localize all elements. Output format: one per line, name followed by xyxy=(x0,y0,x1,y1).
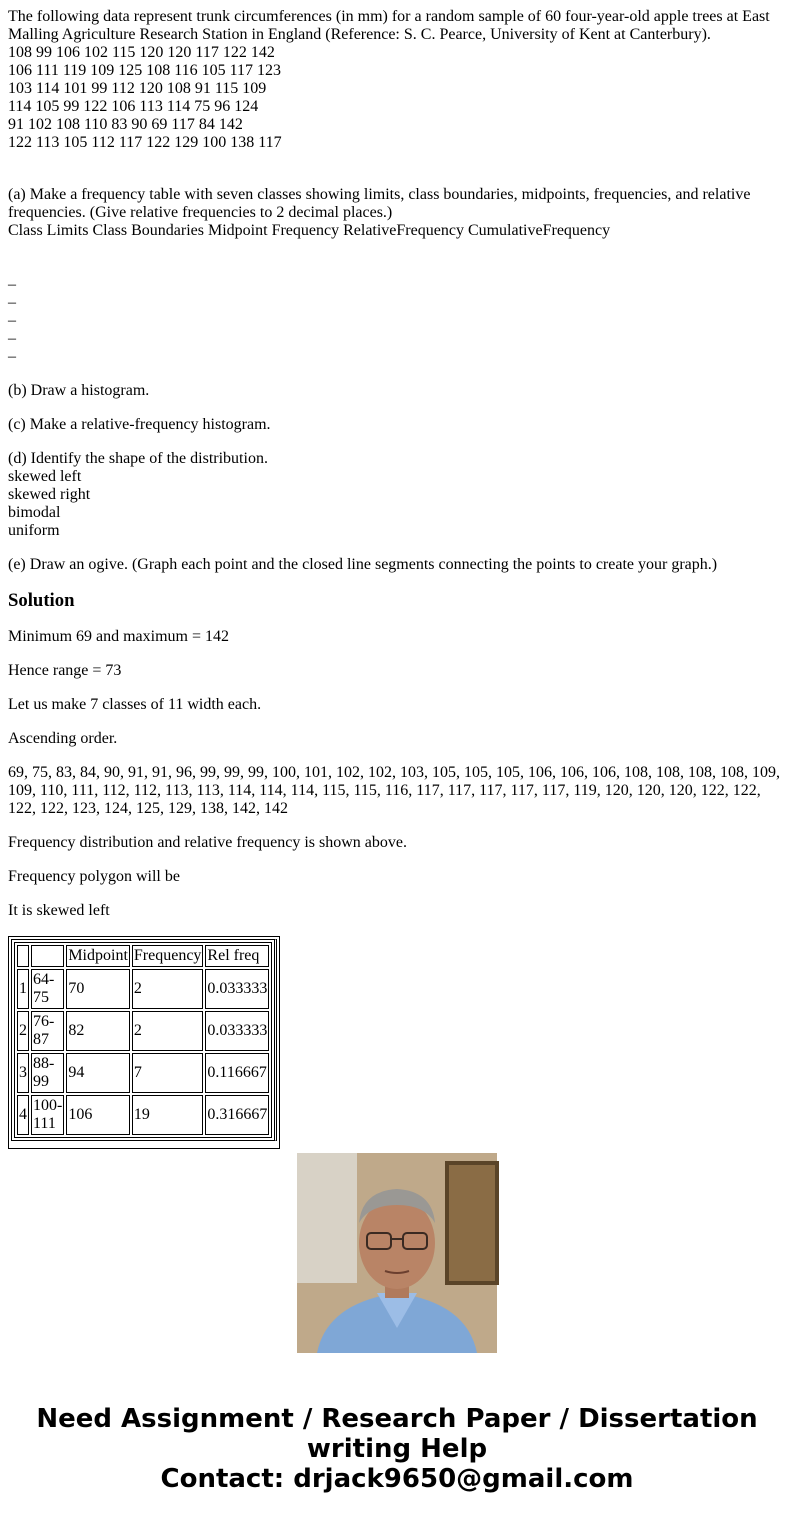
class-limits: 64-75 xyxy=(31,969,64,1009)
data-row: 122 113 105 112 117 122 129 100 138 117 xyxy=(8,134,282,151)
avatar xyxy=(297,1153,497,1353)
data-row: 108 99 106 102 115 120 120 117 122 142 xyxy=(8,44,275,61)
part-c-prompt: (c) Make a relative-frequency histogram. xyxy=(8,416,271,433)
class-limits: 100-111 xyxy=(31,1095,64,1135)
table-row xyxy=(17,1095,269,1135)
option-bimodal: bimodal xyxy=(8,504,61,521)
row-index: 1 xyxy=(17,969,29,1009)
midpoint: 70 xyxy=(66,969,130,1009)
midpoint: 82 xyxy=(66,1011,130,1051)
data-row: 103 114 101 99 112 120 108 91 115 109 xyxy=(8,80,267,97)
table-row xyxy=(17,1011,269,1051)
promo-banner xyxy=(0,1404,794,1494)
blank-line: – xyxy=(8,348,16,365)
option-uniform: uniform xyxy=(8,522,60,539)
data-row: 91 102 108 110 83 90 69 117 84 142 xyxy=(8,116,243,133)
table-header-row xyxy=(17,945,269,967)
document-body xyxy=(8,8,786,1132)
promo-contact: Contact: drjack9650@gmail.com xyxy=(160,1464,634,1494)
polygon-text: Frequency polygon will be xyxy=(8,868,180,885)
header-cell: Frequency xyxy=(132,945,204,967)
sorted-data: 69, 75, 83, 84, 90, 91, 91, 96, 99, 99, 99, 100, 101, 102, 102, 103, 105, 105, 105, 106, 106, 106, 108, 108, 108, 108, 109, 109, 110, 111, 112, 112, 113, 113, 114, 114, 114, 115, 115, 116, 117, 117, 117, 117, 117, 119, 120, 120, 120, 122, 122, 122, 122, 123, 124, 125, 129, 138, 142, 142 xyxy=(8,764,780,817)
row-index: 4 xyxy=(17,1095,29,1135)
ascending-label: Ascending order. xyxy=(8,730,118,747)
frequency-table-clip xyxy=(8,936,276,1132)
problem-intro: The following data represent trunk circumferences (in mm) for a random sample of 60 four-year-old apple trees at East Malling Agriculture Research Station in England (Reference: S. C. Pearce, University of Kent at Canterbury). xyxy=(8,8,770,43)
frequency: 2 xyxy=(132,969,204,1009)
table-row xyxy=(17,1053,269,1093)
midpoint: 94 xyxy=(66,1053,130,1093)
range-text: Hence range = 73 xyxy=(8,662,122,679)
option-skewed-left: skewed left xyxy=(8,468,82,485)
blank-line: – xyxy=(8,330,16,347)
class-limits: 76-87 xyxy=(31,1011,64,1051)
row-index: 3 xyxy=(17,1053,29,1093)
table-outer-border xyxy=(8,936,280,1149)
header-cell: Rel freq xyxy=(205,945,269,967)
frequency: 2 xyxy=(132,1011,204,1051)
blank-line: – xyxy=(8,312,16,329)
header-cell xyxy=(17,945,29,967)
midpoint: 106 xyxy=(66,1095,130,1135)
blank-line: – xyxy=(8,276,16,293)
skew-text: It is skewed left xyxy=(8,902,110,919)
relative-frequency: 0.033333 xyxy=(205,1011,269,1051)
promo-line: writing Help xyxy=(306,1434,488,1464)
part-d-prompt: (d) Identify the shape of the distribution. xyxy=(8,450,268,467)
relative-frequency: 0.033333 xyxy=(205,969,269,1009)
part-e-prompt: (e) Draw an ogive. (Graph each point and the closed line segments connecting the points to create your graph.) xyxy=(8,556,718,573)
table-header-text: Class Limits Class Boundaries Midpoint Frequency RelativeFrequency CumulativeFrequency xyxy=(8,222,611,239)
freq-dist-text: Frequency distribution and relative frequency is shown above. xyxy=(8,834,407,851)
frequency: 19 xyxy=(132,1095,204,1135)
table-row xyxy=(17,969,269,1009)
relative-frequency: 0.316667 xyxy=(205,1095,269,1135)
header-cell: Midpoint xyxy=(66,945,130,967)
promo-line: Need Assignment / Research Paper / Dissertation xyxy=(36,1404,758,1434)
blank-line: – xyxy=(8,294,16,311)
min-max-text: Minimum 69 and maximum = 142 xyxy=(8,628,230,645)
header-cell xyxy=(31,945,64,967)
row-index: 2 xyxy=(17,1011,29,1051)
part-a-prompt: (a) Make a frequency table with seven classes showing limits, class boundaries, midpoints, frequencies, and relative frequencies. (Give relative frequencies to 2 decimal places.) xyxy=(8,186,751,221)
frequency-table xyxy=(14,942,272,1138)
solution-heading: Solution xyxy=(8,590,75,611)
data-row: 106 111 119 109 125 108 116 105 117 123 xyxy=(8,62,282,79)
option-skewed-right: skewed right xyxy=(8,486,91,503)
classes-text: Let us make 7 classes of 11 width each. xyxy=(8,696,262,713)
class-limits: 88-99 xyxy=(31,1053,64,1093)
person-portrait-icon xyxy=(297,1153,497,1353)
frequency: 7 xyxy=(132,1053,204,1093)
part-b-prompt: (b) Draw a histogram. xyxy=(8,382,150,399)
relative-frequency: 0.116667 xyxy=(205,1053,269,1093)
data-row: 114 105 99 122 106 113 114 75 96 124 xyxy=(8,98,259,115)
